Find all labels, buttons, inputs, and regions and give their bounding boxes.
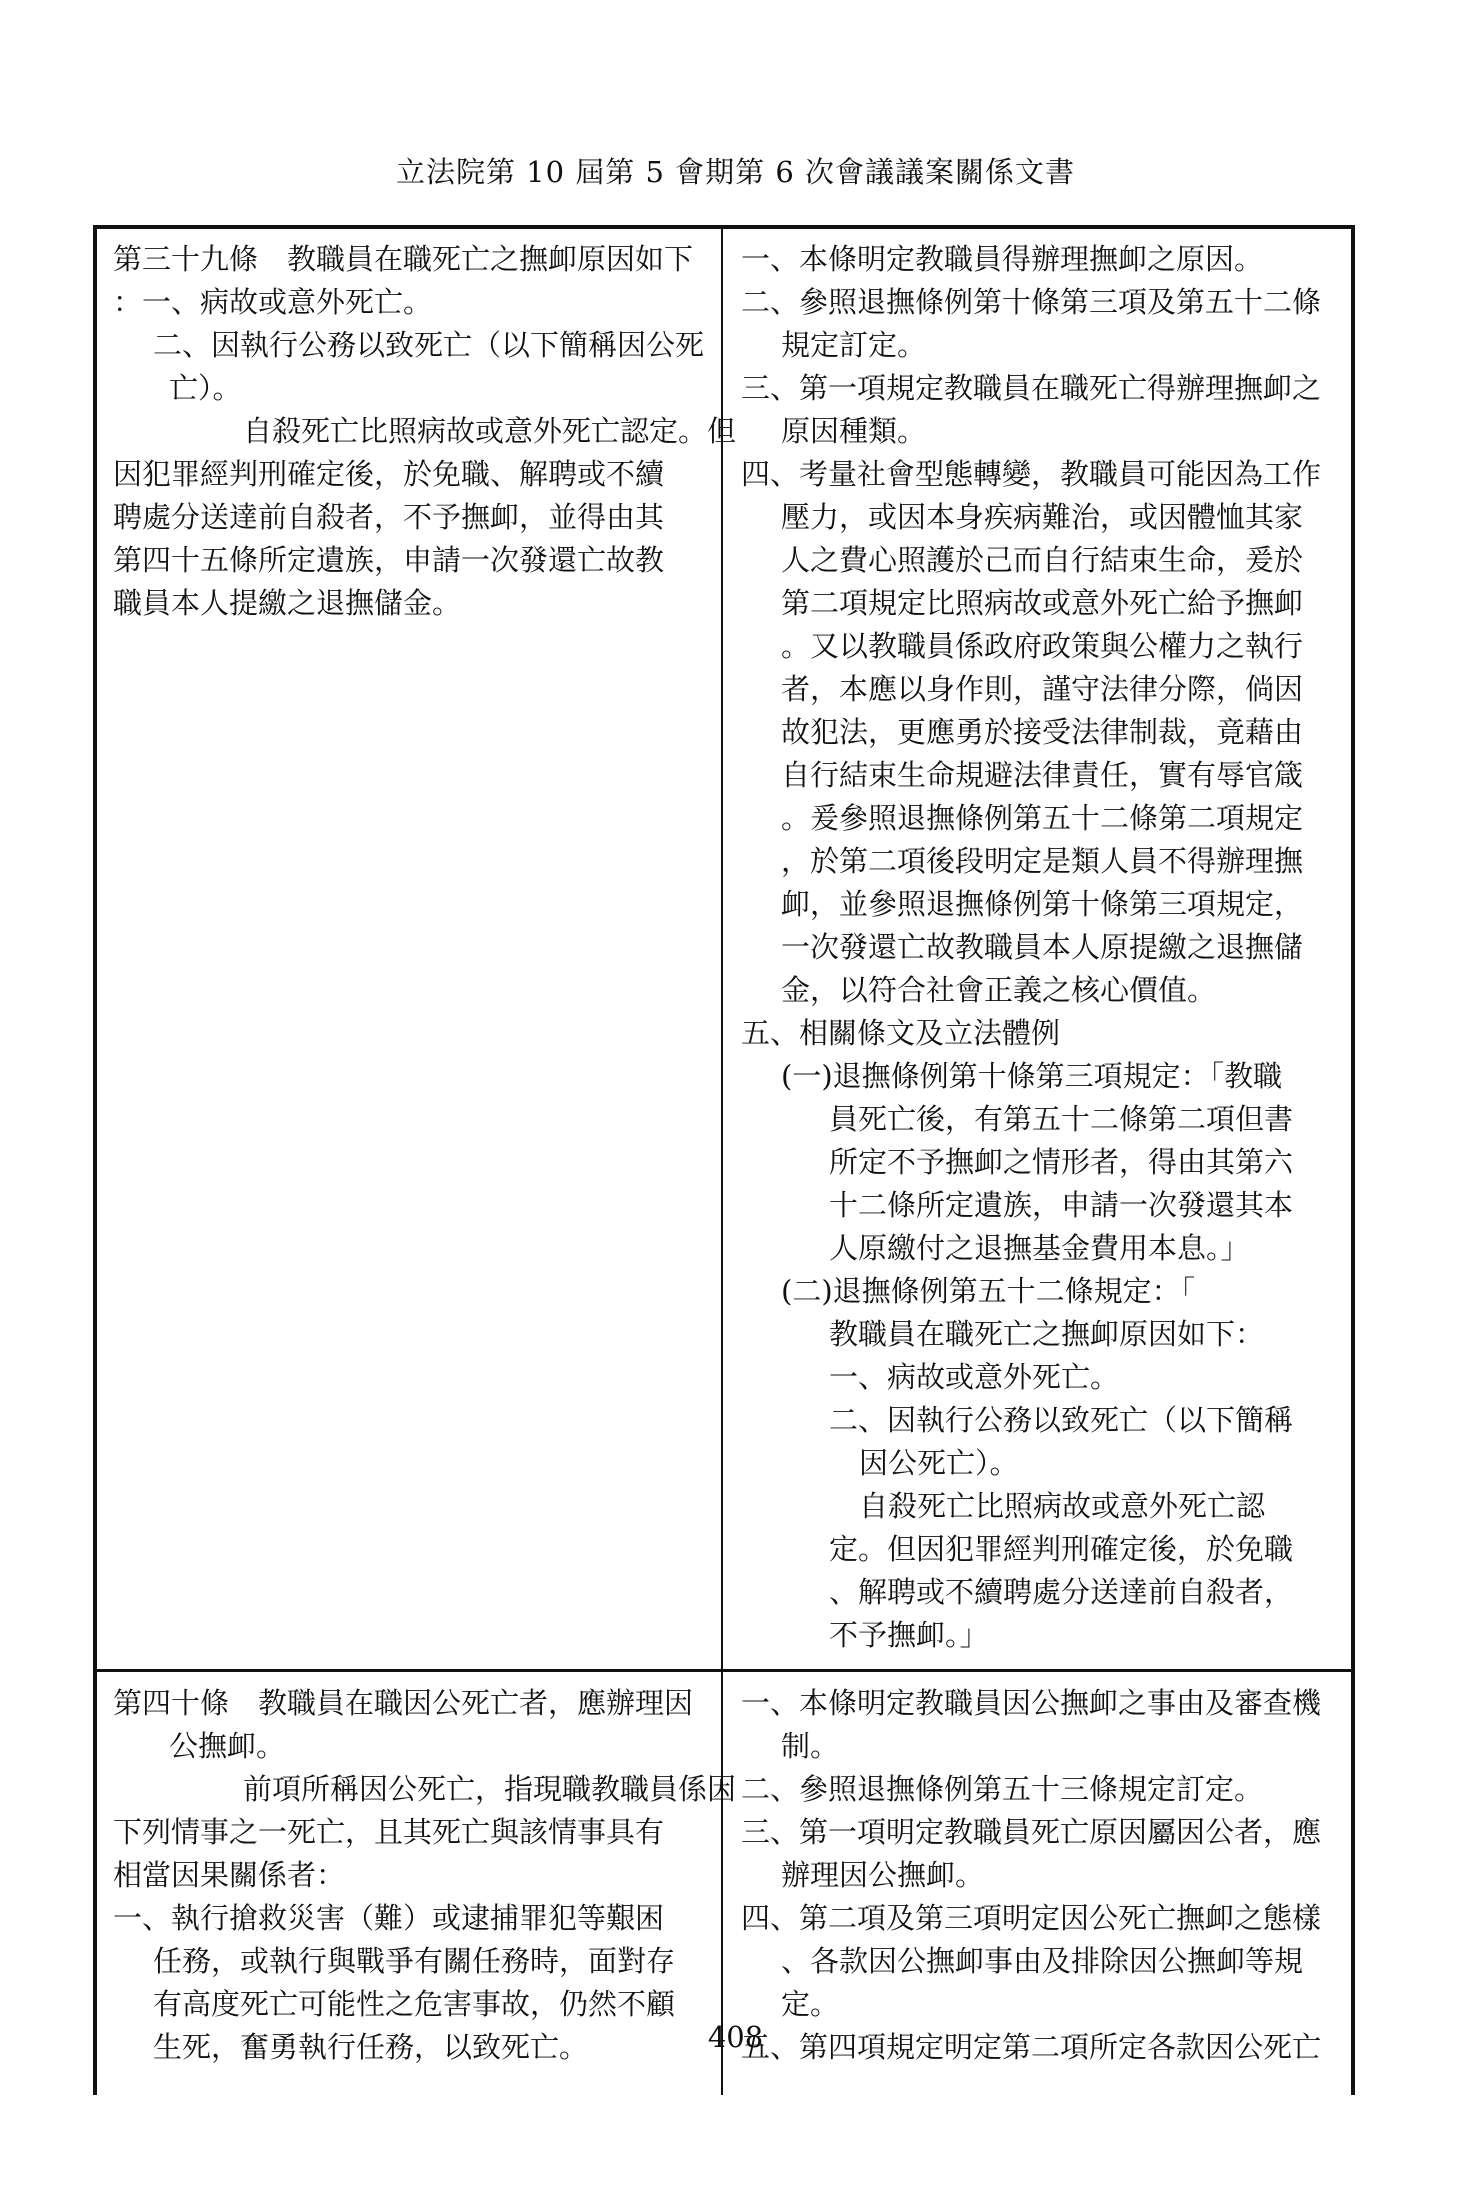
text-line: 公撫卹。 [169, 1729, 286, 1763]
table-right-border [1351, 225, 1355, 2095]
text-line: 三、第一項規定教職員在職死亡得辦理撫卹之 [741, 371, 1322, 405]
table-column-divider [721, 225, 723, 2095]
text-line: 金，以符合社會正義之核心價值。 [781, 973, 1217, 1007]
text-line: 第四十條 教職員在職因公死亡者，應辦理因 [113, 1686, 694, 1720]
comparison-table [93, 225, 1355, 2095]
text-line: 前項所稱因公死亡，指現職教職員係因 [243, 1772, 737, 1806]
text-line: 二、參照退撫條例第十條第三項及第五十二條 [741, 285, 1322, 319]
text-line: 職員本人提繳之退撫儲金。 [113, 586, 462, 620]
article-39-text [113, 238, 737, 625]
text-line: 、各款因公撫卹事由及排除因公撫卹等規 [781, 1944, 1304, 1978]
page-header: 立法院第 10 屆第 5 會期第 6 次會議議案關係文書 [395, 155, 1076, 189]
text-line: 二、因執行公務以致死亡（以下簡稱 [829, 1403, 1294, 1437]
text-line: 二、因執行公務以致死亡（以下簡稱因公死 [153, 328, 705, 362]
text-line: 二、參照退撫條例第五十三條規定訂定。 [741, 1772, 1264, 1806]
text-line: 原因種類。 [781, 414, 927, 448]
text-line: 四、第二項及第三項明定因公死亡撫卹之態樣 [741, 1901, 1322, 1935]
text-line: 五、相關條文及立法體例 [741, 1016, 1061, 1050]
text-line: 下列情事之一死亡，且其死亡與該情事具有 [113, 1815, 665, 1849]
text-line: 故犯法，更應勇於接受法律制裁，竟藉由 [781, 715, 1304, 749]
text-line: 。又以教職員係政府政策與公權力之執行 [781, 629, 1304, 663]
text-line: 者，本應以身作則，謹守法律分際，倘因 [781, 672, 1304, 706]
text-line: ：一、病故或意外死亡。 [113, 285, 433, 319]
text-line: 因犯罪經判刑確定後，於免職、解聘或不續 [113, 457, 665, 491]
text-line: 員死亡後，有第五十二條第二項但書 [829, 1102, 1294, 1136]
text-line: 自行結束生命規避法律責任，實有辱官箴 [781, 758, 1304, 792]
text-line: 三、第一項明定教職員死亡原因屬因公者，應 [741, 1815, 1322, 1849]
text-line: 一、執行搶救災害（難）或逮捕罪犯等艱困 [113, 1901, 665, 1935]
table-row-divider [93, 1669, 1355, 1672]
text-line: 規定訂定。 [781, 328, 927, 362]
text-line: 人原繳付之退撫基金費用本息。」 [829, 1231, 1250, 1265]
text-line: 定。 [781, 1987, 840, 2021]
page-number: 408 [707, 2020, 764, 2054]
text-line: 一次發還亡故教職員本人原提繳之退撫儲 [781, 930, 1304, 964]
text-line: 生死，奮勇執行任務，以致死亡。 [153, 2030, 589, 2064]
text-line: 。爰參照退撫條例第五十二條第二項規定 [781, 801, 1304, 835]
text-line: 不予撫卹。」 [829, 1618, 989, 1652]
text-line: (二)退撫條例第五十二條規定：「 [781, 1274, 1196, 1308]
text-line: 教職員在職死亡之撫卹原因如下： [829, 1317, 1265, 1351]
article-40-explanation [741, 1682, 1341, 2069]
text-line: 定。但因犯罪經判刑確定後，於免職 [829, 1532, 1294, 1566]
text-line: 任務，或執行與戰爭有關任務時，面對存 [153, 1944, 676, 1978]
text-line: 壓力，或因本身疾病難治，或因體恤其家 [781, 500, 1304, 534]
text-line: 一、本條明定教職員因公撫卹之事由及審查機 [741, 1686, 1322, 1720]
text-line: 有高度死亡可能性之危害事故，仍然不顧 [153, 1987, 676, 2021]
table-left-border [93, 225, 97, 2095]
text-line: 聘處分送達前自殺者，不予撫卹，並得由其 [113, 500, 665, 534]
text-line: (一)退撫條例第十條第三項規定：「教職 [781, 1059, 1283, 1093]
text-line: 卹，並參照退撫條例第十條第三項規定， [781, 887, 1304, 921]
text-line: 自殺死亡比照病故或意外死亡認 [859, 1489, 1266, 1523]
text-line: 五、第四項規定明定第二項所定各款因公死亡 [741, 2030, 1322, 2064]
text-line: 亡）。 [169, 371, 242, 405]
text-line: 人之費心照護於己而自行結束生命，爰於 [781, 543, 1304, 577]
text-line: 自殺死亡比照病故或意外死亡認定。但 [243, 414, 737, 448]
table-top-border [93, 225, 1355, 229]
text-line: 十二條所定遺族，申請一次發還其本 [829, 1188, 1294, 1222]
text-line: 一、本條明定教職員得辦理撫卹之原因。 [741, 242, 1264, 276]
text-line: 因公死亡）。 [859, 1446, 1019, 1480]
article-39-explanation [741, 238, 1341, 1657]
text-line: 制。 [781, 1729, 840, 1763]
text-line: 第三十九條 教職員在職死亡之撫卹原因如下 [113, 242, 694, 276]
text-line: 、解聘或不續聘處分送達前自殺者， [829, 1575, 1294, 1609]
text-line: 所定不予撫卹之情形者，得由其第六 [829, 1145, 1294, 1179]
text-line: 相當因果關係者： [113, 1858, 346, 1892]
text-line: ，於第二項後段明定是類人員不得辦理撫 [781, 844, 1304, 878]
text-line: 四、考量社會型態轉變，教職員可能因為工作 [741, 457, 1322, 491]
text-line: 辦理因公撫卹。 [781, 1858, 985, 1892]
text-line: 一、病故或意外死亡。 [829, 1360, 1120, 1394]
text-line: 第二項規定比照病故或意外死亡給予撫卹 [781, 586, 1304, 620]
text-line: 第四十五條所定遺族，申請一次發還亡故教 [113, 543, 665, 577]
